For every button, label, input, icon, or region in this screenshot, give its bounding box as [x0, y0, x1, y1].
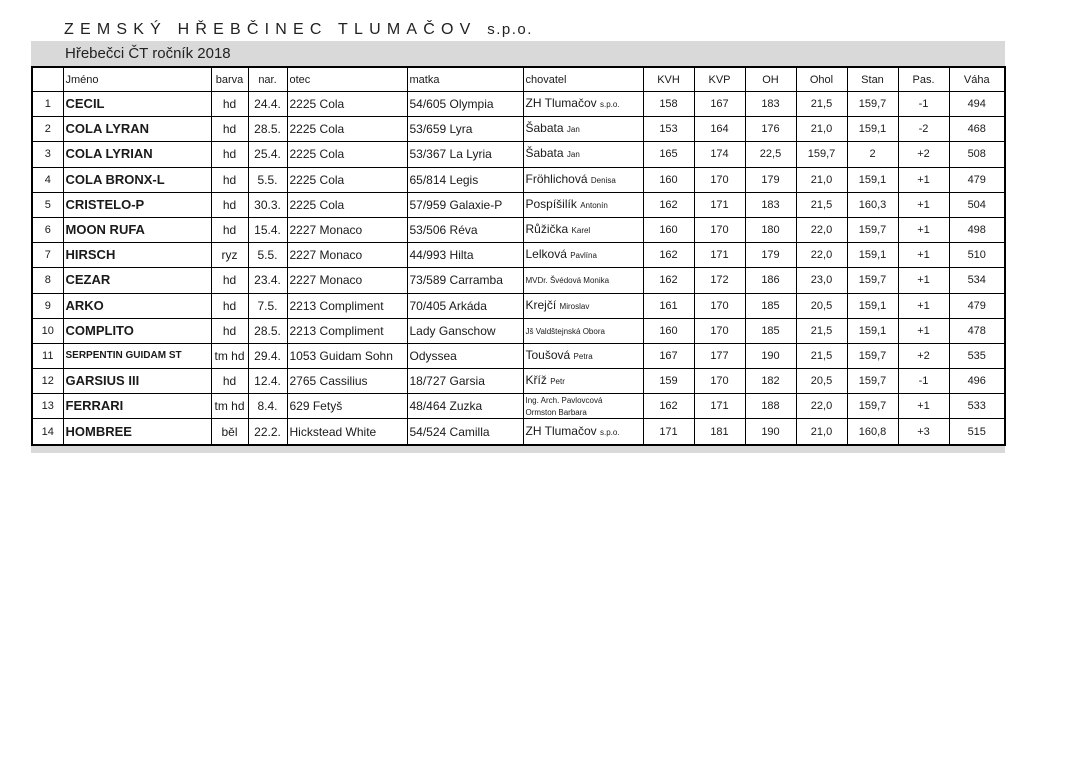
kvp: 170 — [694, 293, 745, 318]
pas: +1 — [898, 268, 949, 293]
breeder-detail-line2: Ormston Barbara — [525, 408, 587, 418]
pas: +1 — [898, 293, 949, 318]
vaha: 508 — [949, 142, 1005, 167]
horse-name: COLA BRONX-L — [63, 167, 211, 192]
breeder-detail: Petra — [573, 351, 593, 361]
table-body — [32, 92, 1005, 445]
row-number: 10 — [32, 318, 63, 343]
breeder-detail: Antonín — [580, 200, 608, 210]
horse-color: hd — [211, 293, 248, 318]
dam: Odyssea — [407, 343, 523, 368]
breeder-detail: Jan — [566, 150, 580, 160]
table-row — [32, 92, 1005, 117]
sire: 629 Fetyš — [287, 394, 407, 419]
horse-name: COLA LYRIAN — [63, 142, 211, 167]
oh: 180 — [745, 217, 796, 242]
birth-date: 29.4. — [248, 343, 287, 368]
kvp: 172 — [694, 268, 745, 293]
sire: 2227 Monaco — [287, 243, 407, 268]
dam: 73/589 Carramba — [407, 268, 523, 293]
header-kvp: KVP — [694, 67, 745, 92]
birth-date: 23.4. — [248, 268, 287, 293]
breeder-detail: Ing. Arch. Pavlovcová — [525, 396, 603, 406]
oh: 188 — [745, 394, 796, 419]
birth-date: 28.5. — [248, 117, 287, 142]
header-breeder: chovatel — [523, 67, 643, 92]
breeder — [523, 318, 643, 343]
dam: 70/405 Arkáda — [407, 293, 523, 318]
sire: 2225 Cola — [287, 167, 407, 192]
sire: 2225 Cola — [287, 117, 407, 142]
horse-color: běl — [211, 419, 248, 445]
horse-color: tm hd — [211, 343, 248, 368]
pas: +1 — [898, 318, 949, 343]
horse-name: GARSIUS III — [63, 369, 211, 394]
kvp: 174 — [694, 142, 745, 167]
row-number: 12 — [32, 369, 63, 394]
vaha: 479 — [949, 167, 1005, 192]
horse-color: hd — [211, 92, 248, 117]
birth-date: 5.5. — [248, 167, 287, 192]
table-row — [32, 167, 1005, 192]
ohol: 23,0 — [796, 268, 847, 293]
oh: 186 — [745, 268, 796, 293]
table-row — [32, 343, 1005, 368]
breeder-name: Šabata — [525, 121, 564, 136]
vaha: 498 — [949, 217, 1005, 242]
stan: 2 — [847, 142, 898, 167]
breeder — [523, 142, 643, 167]
kvp: 170 — [694, 369, 745, 394]
oh: 183 — [745, 92, 796, 117]
stan: 159,1 — [847, 318, 898, 343]
sire: 2765 Cassilius — [287, 369, 407, 394]
vaha: 496 — [949, 369, 1005, 394]
sire: 2225 Cola — [287, 142, 407, 167]
breeder-detail: Miroslav — [559, 301, 590, 311]
oh: 190 — [745, 419, 796, 445]
vaha: 478 — [949, 318, 1005, 343]
horse-name: CECIL — [63, 92, 211, 117]
header-dam: matka — [407, 67, 523, 92]
pas: +3 — [898, 419, 949, 445]
oh: 179 — [745, 243, 796, 268]
vaha: 510 — [949, 243, 1005, 268]
header-stan: Stan — [847, 67, 898, 92]
horse-color: hd — [211, 117, 248, 142]
horse-color: hd — [211, 142, 248, 167]
stan: 159,1 — [847, 243, 898, 268]
sire: Hickstead White — [287, 419, 407, 445]
dam: 54/605 Olympia — [407, 92, 523, 117]
row-number: 13 — [32, 394, 63, 419]
breeder-detail: Denisa — [590, 175, 616, 185]
horse-color: hd — [211, 318, 248, 343]
sire: 1053 Guidam Sohn — [287, 343, 407, 368]
kvp: 167 — [694, 92, 745, 117]
row-number: 8 — [32, 268, 63, 293]
kvh: 160 — [643, 217, 694, 242]
horse-color: ryz — [211, 243, 248, 268]
pas: +2 — [898, 343, 949, 368]
header-color: barva — [211, 67, 248, 92]
dam: 54/524 Camilla — [407, 419, 523, 445]
breeder — [523, 117, 643, 142]
table-subtitle: Hřebečci ČT ročník 2018 — [65, 45, 231, 62]
pas: -1 — [898, 369, 949, 394]
sire: 2227 Monaco — [287, 217, 407, 242]
kvh: 162 — [643, 268, 694, 293]
stan: 159,7 — [847, 268, 898, 293]
breeder — [523, 217, 643, 242]
vaha: 479 — [949, 293, 1005, 318]
breeder-detail: Pavlína — [570, 251, 597, 261]
breeder-name: Lelková — [525, 247, 567, 262]
birth-date: 12.4. — [248, 369, 287, 394]
vaha: 504 — [949, 192, 1005, 217]
horse-name: CRISTELO-P — [63, 192, 211, 217]
horse-color: hd — [211, 268, 248, 293]
ohol: 21,5 — [796, 192, 847, 217]
vaha: 515 — [949, 419, 1005, 445]
dam: 53/506 Réva — [407, 217, 523, 242]
breeder — [523, 167, 643, 192]
stan: 160,8 — [847, 419, 898, 445]
ohol: 22,0 — [796, 394, 847, 419]
table-row — [32, 293, 1005, 318]
breeder — [523, 369, 643, 394]
stan: 159,7 — [847, 394, 898, 419]
row-number: 5 — [32, 192, 63, 217]
table-row — [32, 192, 1005, 217]
oh: 182 — [745, 369, 796, 394]
dam: 57/959 Galaxie-P — [407, 192, 523, 217]
sire: 2213 Compliment — [287, 293, 407, 318]
header-pas: Pas. — [898, 67, 949, 92]
vaha: 533 — [949, 394, 1005, 419]
breeder-name: ZH Tlumačov — [525, 96, 597, 111]
ohol: 22,0 — [796, 243, 847, 268]
sire: 2213 Compliment — [287, 318, 407, 343]
kvp: 170 — [694, 217, 745, 242]
kvp: 181 — [694, 419, 745, 445]
kvp: 177 — [694, 343, 745, 368]
breeder-detail: MVDr. Švédová Monika — [525, 276, 610, 286]
pas: +1 — [898, 192, 949, 217]
kvh: 165 — [643, 142, 694, 167]
pas: +2 — [898, 142, 949, 167]
document-title — [64, 21, 533, 39]
kvh: 153 — [643, 117, 694, 142]
pas: +1 — [898, 217, 949, 242]
breeder-name: Krejčí — [525, 297, 557, 312]
stan: 160,3 — [847, 192, 898, 217]
header-vaha: Váha — [949, 67, 1005, 92]
ohol: 21,5 — [796, 343, 847, 368]
breeder-name: Toušová — [525, 347, 571, 362]
oh: 179 — [745, 167, 796, 192]
row-number: 9 — [32, 293, 63, 318]
kvh: 160 — [643, 318, 694, 343]
stan: 159,7 — [847, 369, 898, 394]
oh: 176 — [745, 117, 796, 142]
title-text: ZEMSKÝ HŘEBČINEC TLUMAČOV — [64, 21, 477, 38]
birth-date: 15.4. — [248, 217, 287, 242]
horse-name: FERRARI — [63, 394, 211, 419]
breeder — [523, 268, 643, 293]
horse-name: ARKO — [63, 293, 211, 318]
header-ohol: Ohol — [796, 67, 847, 92]
row-number: 1 — [32, 92, 63, 117]
vaha: 494 — [949, 92, 1005, 117]
horse-name: CEZAR — [63, 268, 211, 293]
stan: 159,7 — [847, 217, 898, 242]
birth-date: 25.4. — [248, 142, 287, 167]
horse-color: hd — [211, 192, 248, 217]
kvp: 164 — [694, 117, 745, 142]
breeder-name: Růžička — [525, 222, 569, 237]
breeder — [523, 394, 643, 419]
breeder — [523, 243, 643, 268]
breeder — [523, 293, 643, 318]
oh: 22,5 — [745, 142, 796, 167]
horse-name: COLA LYRAN — [63, 117, 211, 142]
stan: 159,1 — [847, 293, 898, 318]
birth-date: 7.5. — [248, 293, 287, 318]
pas: +1 — [898, 394, 949, 419]
kvh: 159 — [643, 369, 694, 394]
breeder-detail: Jan — [566, 125, 580, 135]
horse-name: HIRSCH — [63, 243, 211, 268]
row-number: 6 — [32, 217, 63, 242]
oh: 185 — [745, 293, 796, 318]
ohol: 22,0 — [796, 217, 847, 242]
dam: 53/659 Lyra — [407, 117, 523, 142]
breeder-detail: s.p.o. — [599, 427, 620, 437]
stallion-table — [31, 66, 1006, 446]
table-row — [32, 318, 1005, 343]
row-number: 7 — [32, 243, 63, 268]
stan: 159,1 — [847, 167, 898, 192]
table-row — [32, 369, 1005, 394]
ohol: 159,7 — [796, 142, 847, 167]
horse-name: SERPENTIN GUIDAM ST — [63, 343, 211, 368]
header-sire: otec — [287, 67, 407, 92]
kvp: 171 — [694, 394, 745, 419]
vaha: 534 — [949, 268, 1005, 293]
kvh: 160 — [643, 167, 694, 192]
oh: 183 — [745, 192, 796, 217]
ohol: 20,5 — [796, 293, 847, 318]
horse-color: hd — [211, 167, 248, 192]
stan: 159,7 — [847, 92, 898, 117]
horse-color: tm hd — [211, 394, 248, 419]
table-row — [32, 394, 1005, 419]
breeder-detail: Karel — [571, 226, 591, 236]
dam: Lady Ganschow — [407, 318, 523, 343]
pas: -1 — [898, 92, 949, 117]
vaha: 468 — [949, 117, 1005, 142]
kvh: 162 — [643, 394, 694, 419]
breeder-name: Fröhlichová — [525, 171, 588, 186]
header-row — [32, 67, 1005, 92]
title-suffix: s.p.o. — [487, 21, 533, 38]
birth-date: 30.3. — [248, 192, 287, 217]
header-born: nar. — [248, 67, 287, 92]
stan: 159,1 — [847, 117, 898, 142]
sire: 2227 Monaco — [287, 268, 407, 293]
ohol: 21,5 — [796, 92, 847, 117]
dam: 18/727 Garsia — [407, 369, 523, 394]
pas: +1 — [898, 243, 949, 268]
birth-date: 8.4. — [248, 394, 287, 419]
header-num — [32, 67, 63, 92]
header-name: Jméno — [63, 67, 211, 92]
oh: 190 — [745, 343, 796, 368]
breeder-name: ZH Tlumačov — [525, 423, 597, 438]
breeder-detail: Petr — [550, 377, 565, 387]
breeder-detail: Jš Valdštejnská Obora — [525, 326, 605, 336]
kvh: 162 — [643, 243, 694, 268]
birth-date: 28.5. — [248, 318, 287, 343]
row-number: 4 — [32, 167, 63, 192]
breeder — [523, 343, 643, 368]
horse-color: hd — [211, 217, 248, 242]
table-row — [32, 419, 1005, 445]
table-row — [32, 243, 1005, 268]
birth-date: 5.5. — [248, 243, 287, 268]
sire: 2225 Cola — [287, 192, 407, 217]
kvh: 171 — [643, 419, 694, 445]
horse-color: hd — [211, 369, 248, 394]
breeder — [523, 92, 643, 117]
breeder-name: Kříž — [525, 373, 547, 388]
table-row — [32, 268, 1005, 293]
breeder-name: Šabata — [525, 146, 564, 161]
ohol: 21,0 — [796, 167, 847, 192]
dam: 44/993 Hilta — [407, 243, 523, 268]
kvp: 171 — [694, 243, 745, 268]
sire: 2225 Cola — [287, 92, 407, 117]
row-number: 11 — [32, 343, 63, 368]
table-row — [32, 117, 1005, 142]
ohol: 20,5 — [796, 369, 847, 394]
kvh: 158 — [643, 92, 694, 117]
horse-name: HOMBREE — [63, 419, 211, 445]
birth-date: 24.4. — [248, 92, 287, 117]
kvh: 167 — [643, 343, 694, 368]
dam: 53/367 La Lyria — [407, 142, 523, 167]
table-row — [32, 217, 1005, 242]
ohol: 21,0 — [796, 117, 847, 142]
kvp: 171 — [694, 192, 745, 217]
header-kvh: KVH — [643, 67, 694, 92]
ohol: 21,5 — [796, 318, 847, 343]
table-row — [32, 142, 1005, 167]
breeder-detail: s.p.o. — [599, 100, 620, 110]
breeder — [523, 419, 643, 445]
dam: 65/814 Legis — [407, 167, 523, 192]
header-oh: OH — [745, 67, 796, 92]
pas: +1 — [898, 167, 949, 192]
kvh: 161 — [643, 293, 694, 318]
pas: -2 — [898, 117, 949, 142]
vaha: 535 — [949, 343, 1005, 368]
dam: 48/464 Zuzka — [407, 394, 523, 419]
row-number: 14 — [32, 419, 63, 445]
ohol: 21,0 — [796, 419, 847, 445]
kvh: 162 — [643, 192, 694, 217]
breeder-name: Pospíšilík — [525, 196, 577, 211]
stan: 159,7 — [847, 343, 898, 368]
birth-date: 22.2. — [248, 419, 287, 445]
horse-name: COMPLITO — [63, 318, 211, 343]
kvp: 170 — [694, 167, 745, 192]
row-number: 2 — [32, 117, 63, 142]
breeder — [523, 192, 643, 217]
kvp: 170 — [694, 318, 745, 343]
horse-name: MOON RUFA — [63, 217, 211, 242]
row-number: 3 — [32, 142, 63, 167]
oh: 185 — [745, 318, 796, 343]
